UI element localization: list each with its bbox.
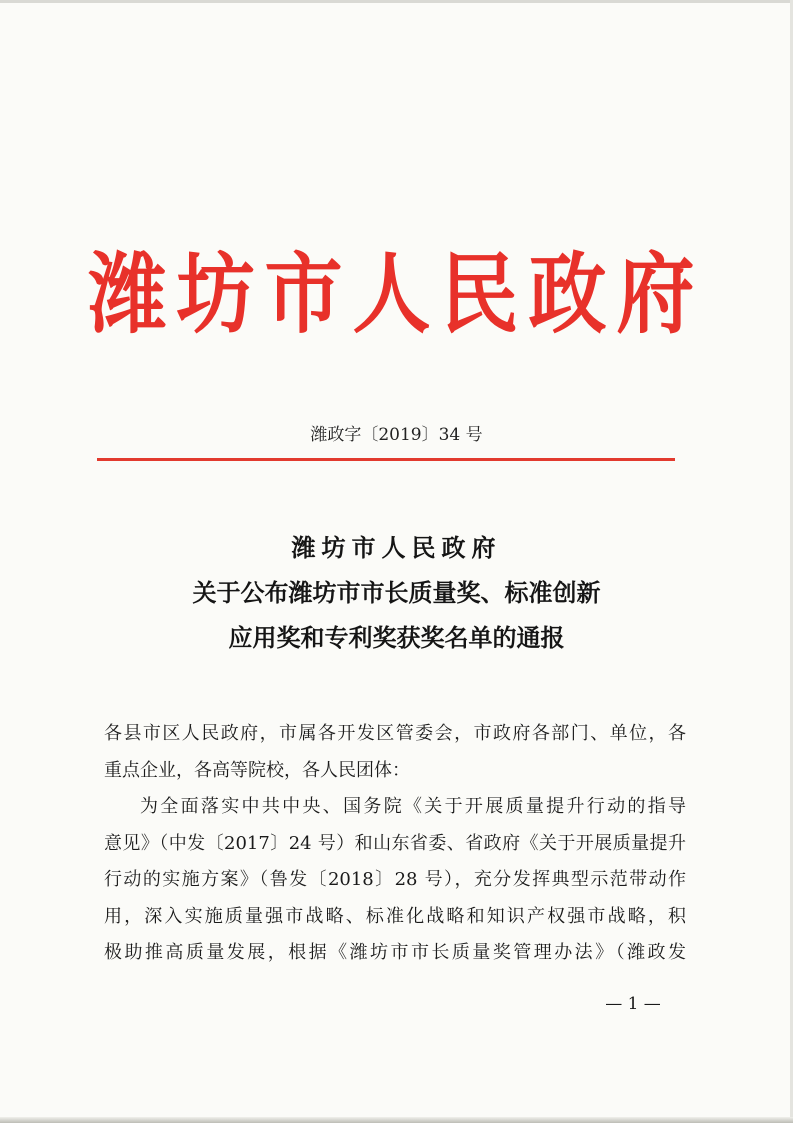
masthead-title: 潍坊市人民政府 xyxy=(88,243,705,346)
title-line-subject: 关于公布潍坊市市长质量奖、标准创新 xyxy=(192,578,601,607)
title-line-subject-cont: 应用奖和专利奖获奖名单的通报 xyxy=(228,623,565,652)
document-number: 潍政字〔2019〕34 号 xyxy=(310,425,483,445)
paragraph-line: 为全面落实中共中央、国务院《关于开展质量提升行动的指导 xyxy=(140,796,686,817)
document-title xyxy=(60,525,733,660)
page-number: — 1 — xyxy=(605,994,661,1014)
scan-edge-bottom xyxy=(0,1117,793,1123)
paragraph-line: 行动的实施方案》（鲁发〔2018〕28 号），充分发挥典型示范带动作 xyxy=(104,869,686,890)
red-divider-rule xyxy=(97,458,675,461)
paragraph-line: 意见》（中发〔2017〕24 号）和山东省委、省政府《关于开展质量提升 xyxy=(104,832,686,854)
addressee-line: 重点企业，各高等院校，各人民团体： xyxy=(104,759,410,781)
scan-edge-top xyxy=(0,0,793,3)
title-line-issuer: 潍坊市人民政府 xyxy=(291,533,502,562)
document-body xyxy=(104,716,686,972)
addressee-line: 各县市区人民政府，市属各开发区管委会，市政府各部门、单位，各 xyxy=(104,723,686,744)
paragraph-line: 极助推高质量发展，根据《潍坊市市长质量奖管理办法》（潍政发 xyxy=(104,942,686,963)
paragraph-line: 用，深入实施质量强市战略、标准化战略和知识产权强市战略，积 xyxy=(104,905,686,927)
